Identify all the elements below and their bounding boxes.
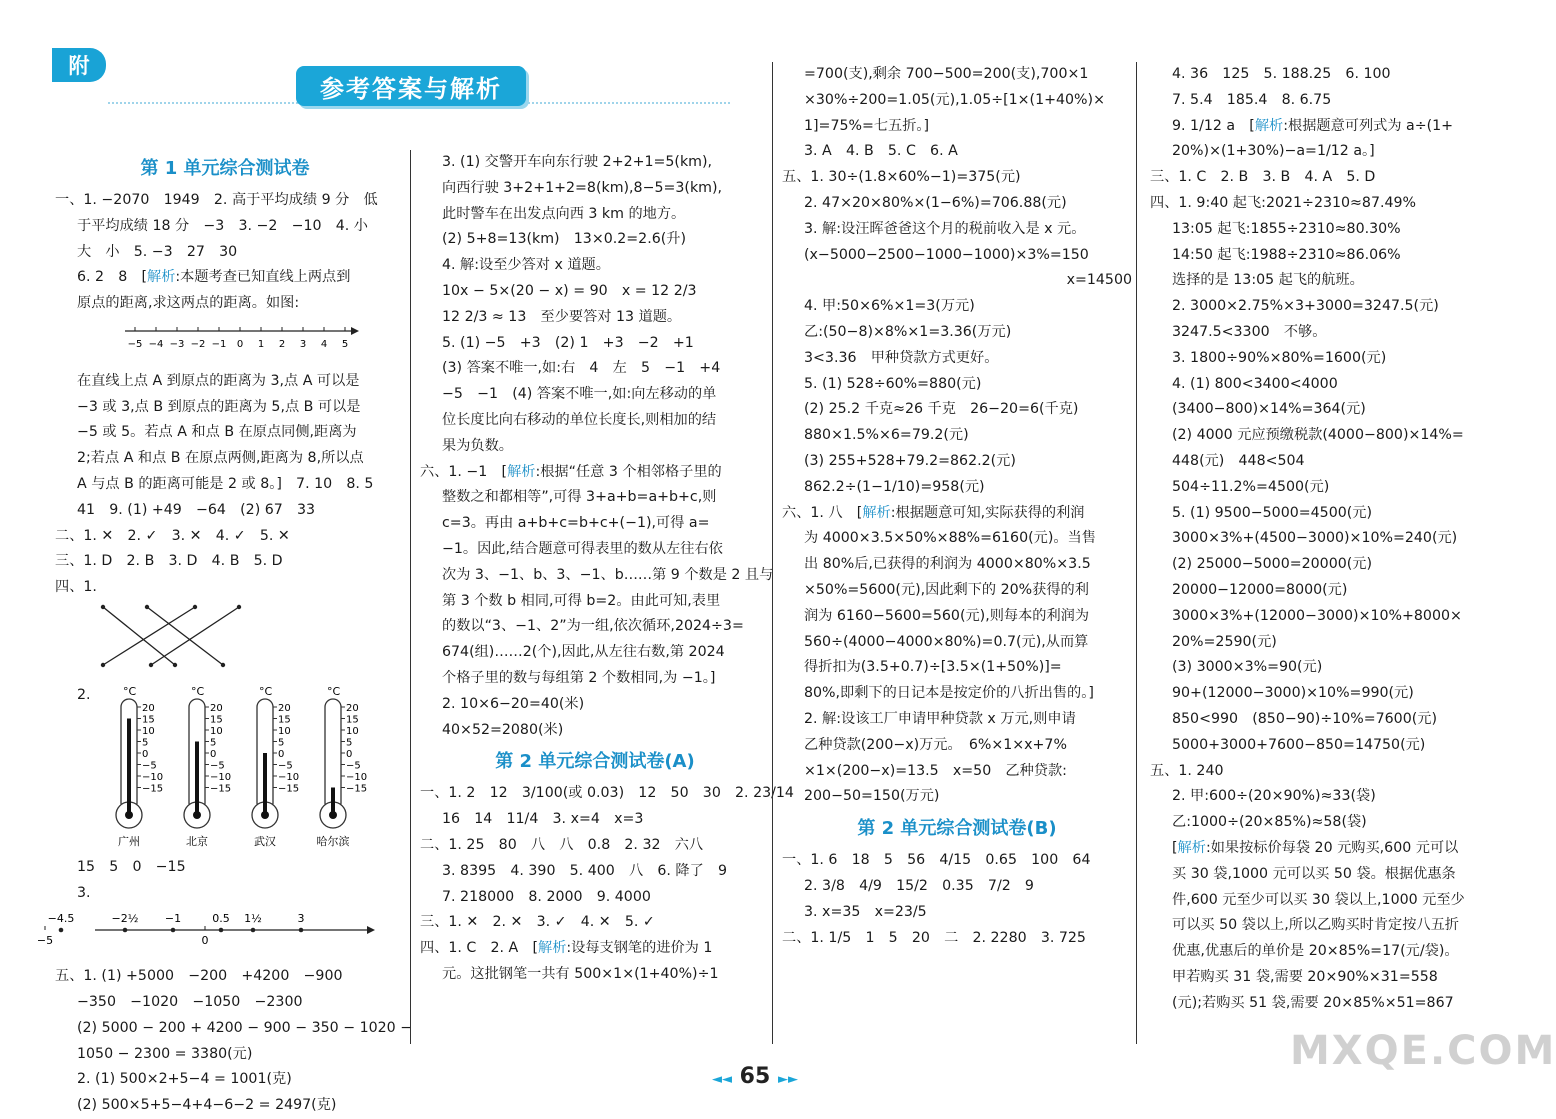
answer-line: 一、1. −2070 1949 2. 高于平均成绩 9 分 低 [55,192,378,208]
answer-line: x=14500 [1066,272,1132,289]
answer-line: 5. (1) 528÷60%=880(元) [804,375,982,392]
answer-line: 7. 218000 8. 2000 9. 4000 [442,888,651,905]
number-line-label: −3 [169,338,185,350]
answer-line: 6. 2 8 [解析:本题考查已知直线上两点到 [77,269,351,286]
answer-line: [解析:如果按标价每袋 20 元购买,600 元可以 [1172,839,1459,856]
answer-line: 560÷(4000−4000×80%)=0.7(元),从而算 [804,633,1089,650]
thermometer [116,685,163,848]
matching-lines [55,605,355,669]
thermometer [184,685,231,848]
thermo-tick-label: 15 [142,714,155,726]
thermo-tick-label: −15 [346,783,368,795]
answer-line: 3. 1800÷90%×80%=1600(元) [1172,349,1387,366]
thermo-tick-label: −10 [142,771,164,783]
answer-line: 为 4000×3.5×50%×88%=6160(元)。当售 [804,530,1096,547]
answer-line: 甲若购买 31 袋,需要 20×90%×31=558 [1172,968,1438,985]
thermo-tick-label: −15 [142,783,164,795]
number-line-label: −4.5 [47,912,75,926]
answer-line: =700(支),剩余 700−500=200(支),700×1 [804,66,1089,82]
thermo-tick-label: 5 [278,737,285,749]
page-title: 参考答案与解析 [296,66,526,106]
thermo-tick-label: 10 [278,725,291,737]
answer-line: 原点的距离,求这两点的距离。如图: [77,295,300,312]
answer-line: 4. (1) 800<3400<4000 [1172,375,1338,392]
number-line-label: 1 [257,338,265,350]
answer-line: (3) 3000×3%=90(元) [1172,659,1323,676]
answer-line: 优惠,优惠后的单价是 20×85%=17(元/袋)。 [1172,943,1459,960]
section-title-unit2a: 第 2 单元综合测试卷(A) [495,751,695,773]
answer-line: 5. (1) 9500−5000=4500(元) [1172,504,1373,521]
thermo-tick-label: 5 [210,737,217,749]
answer-line: 2;若点 A 和点 B 在原点两侧,距离为 8,所以点 [77,450,364,467]
number-line-label: 1½ [244,912,262,926]
thermo-tick-label: 10 [210,725,223,737]
thermometer [317,685,368,848]
number-line-2 [36,910,385,950]
answer-line: 三、1. D 2. B 3. D 4. B 5. D [55,553,283,570]
thermo-unit: °C [327,684,341,698]
answer-line: 选择的是 13:05 起飞的航班。 [1172,272,1364,289]
thermometer-figure [55,683,395,851]
column-2 [420,150,794,988]
answer-line: 12 2/3 ≈ 13 至少要答对 13 道题。 [442,308,682,325]
answer-line: (x−5000−2500−1000−1000)×3%=150 [804,246,1089,263]
number-line-label: 4 [320,338,328,350]
answer-line: 20%=2590(元) [1172,633,1277,650]
answer-line: 1050 − 2300 = 3380(元) [77,1045,253,1062]
answer-line: 80%,即剩下的日记本是按定价的八折出售的。] [804,685,1094,702]
answer-line: 四、1. 9:40 起飞:2021÷2310≈87.49% [1150,194,1417,211]
column-divider [772,62,773,1044]
answer-line: 2. 甲:600÷(20×90%)≈33(袋) [1172,788,1376,805]
answer-line: 件,600 元至少可以买 30 袋以上,1000 元至少 [1172,891,1465,908]
answer-line: c=3。再由 a+b+c=b+c+(−1),可得 a= [442,515,710,532]
answer-line: 得折扣为(3.5+0.7)÷[3.5×(1+50%)]= [804,659,1062,676]
answer-line: 880×1.5%×6=79.2(元) [804,427,969,444]
answer-line: −1。因此,结合题意可得表里的数从左往右依 [442,540,723,557]
answer-line: 3. 8395 4. 390 5. 400 八 6. 降了 9 [442,862,727,879]
answer-line: 504÷11.2%=4500(元) [1172,478,1330,495]
answer-line: 二、1. 1/5 1 5 20 二 2. 2280 3. 725 [782,929,1086,946]
number-line-label: 0.5 [212,912,230,926]
answer-line: 90+(12000−3000)×10%=990(元) [1172,685,1414,702]
answer-line: 3<3.36 甲种贷款方式更好。 [804,349,999,366]
answer-line: 7. 5.4 185.4 8. 6.75 [1172,91,1332,108]
section-title-unit1: 第 1 单元综合测试卷 [140,158,310,179]
answer-line: 四、1. C 2. A [解析:设每支钢笔的进价为 1 [420,940,713,957]
column-divider [1136,62,1137,1044]
question-label: 2. [77,686,91,703]
thermo-tick-label: 5 [346,737,353,749]
thermo-tick-label: −5 [278,760,293,772]
thermo-tick-label: −5 [142,760,157,772]
answer-line: 200−50=150(万元) [804,788,940,805]
answer-line: 三、1. C 2. B 3. B 4. A 5. D [1150,169,1376,186]
thermo-tick-label: 10 [142,725,155,737]
column-4 [1150,62,1495,1016]
answer-line: 20%)×(1+30%)−a=1/12 a。] [1172,143,1375,160]
thermo-mercury [195,741,199,815]
answer-line: 4. 36 125 5. 188.25 6. 100 [1172,66,1391,82]
answer-line: 乙:1000÷(20×85%)≈58(袋) [1172,814,1367,831]
number-line-label: 3 [299,338,307,350]
answer-line: 乙:(50−8)×8%×1=3.36(万元) [804,323,1012,340]
thermo-tick-label: 0 [142,748,149,760]
page-footer [712,1064,798,1089]
answer-line: 2. 解:设该工厂申请甲种贷款 x 万元,则申请 [804,710,1076,727]
answer-line: 4. 甲:50×6%×1=3(万元) [804,298,975,315]
answer-line: 16 14 11/4 3. x=4 x=3 [442,811,644,828]
section-title-unit2b: 第 2 单元综合测试卷(B) [857,818,1057,840]
answer-line: 674(组)……2(个),因此,从左往右数,第 2024 [442,644,725,661]
number-line-label: −5 [36,934,54,948]
answer-line: 10x − 5×(20 − x) = 90 x = 12 2/3 [442,282,697,299]
answer-line: 五、1. 30÷(1.8×60%−1)=375(元) [782,169,1021,186]
thermo-tick-label: −15 [210,783,232,795]
answer-line: 个格子里的数与每组第 2 个数相同,为 −1。] [442,669,716,686]
answer-line: 5000+3000+7600−850=14750(元) [1172,736,1426,753]
answer-line: 第 3 个数 b 相同,可得 b=2。由此可知,表里 [442,592,721,609]
answer-line: 2. 47×20×80%×(1−6%)=706.88(元) [804,194,1067,211]
thermo-mercury [263,753,267,815]
thermo-tick-label: −10 [210,771,232,783]
number-line-figure-1 [55,321,395,365]
number-line-point [59,928,64,933]
answer-line: 五、1. (1) +5000 −200 +4200 −900 [55,968,343,985]
thermo-tick-label: −5 [346,760,361,772]
number-line-label: −5 [127,338,143,350]
answer-line: (2) 5000 − 200 + 4200 − 900 − 350 − 1020 − [77,1019,413,1036]
thermo-unit: °C [259,684,273,698]
answer-line: 13:05 起飞:1855÷2310≈80.30% [1172,220,1401,237]
answer-line: 大 小 5. −3 27 30 [77,243,238,260]
number-line-label: −2 [190,338,206,350]
column-divider [410,150,411,1044]
answer-line: 3. (1) 交警开车向东行驶 2+2+1=5(km), [442,154,713,170]
temperature-answers: 15 5 0 −15 [77,858,186,875]
answer-line: 20000−12000=8000(元) [1172,581,1348,598]
answer-line: 的数以“3、−1、2”为一组,依次循环,2024÷3= [442,618,744,635]
thermo-tick-label: 0 [210,748,217,760]
number-line-point [251,928,256,933]
answer-line: 41 9. (1) +49 −64 (2) 67 33 [77,501,316,518]
answer-line: (3) 255+528+79.2=862.2(元) [804,452,1016,469]
thermo-tick-label: 20 [142,702,155,714]
column-3 [782,62,1132,951]
number-line-label: −4 [148,338,164,350]
answer-line: 二、1. 25 80 八 八 0.8 2. 32 六八 [420,836,704,853]
answer-line: 14:50 起飞:1988÷2310≈86.06% [1172,246,1401,263]
number-line-label: 5 [341,338,349,350]
number-line-figure-2 [36,910,395,960]
thermo-mercury [127,718,131,815]
appendix-tab: 附 [52,48,106,82]
thermo-tick-label: −10 [346,771,368,783]
thermo-tick-label: 0 [278,748,285,760]
answer-line: 448(元) 448<504 [1172,452,1305,469]
answer-line: 五、1. 240 [1150,762,1224,779]
number-line-point [299,928,304,933]
answer-line: (2) 500×5+5−4+4−6−2 = 2497(克) [77,1097,337,1114]
answer-line: 一、1. 6 18 5 56 4/15 0.65 100 64 [782,852,1091,869]
thermo-tick-label: 0 [346,748,353,760]
thermo-tick-label: 20 [346,702,359,714]
answer-line: 2. 3/8 4/9 15/2 0.35 7/2 9 [804,877,1034,894]
answer-line: 六、1. −1 [解析:根据“任意 3 个相邻格子里的 [420,463,722,480]
matching-figure [55,605,395,679]
thermo-tick-label: 10 [346,725,359,737]
answer-line: −3 或 3,点 B 到原点的距离为 5,点 B 可以是 [77,398,361,415]
thermo-tick-label: −5 [210,760,225,772]
number-line-label: −1 [211,338,227,350]
answer-line: 3000×3%+(12000−3000)×10%+8000× [1172,607,1462,624]
page-number: 65 [739,1064,771,1089]
answer-line: 2. 3000×2.75%×3+3000=3247.5(元) [1172,298,1439,315]
answer-line: 4. 解:设至少答对 x 道题。 [442,257,610,274]
answer-line: 次为 3、−1、b、3、−1、b……第 9 个数是 2 且与 [442,566,774,583]
answer-line: (2) 4000 元应预缴税款(4000−800)×14%= [1172,427,1464,444]
number-line-point [219,928,224,933]
city-label: 广州 [118,834,140,848]
answer-line: 可以买 50 袋以上,所以乙购买时肯定按八五折 [1172,917,1459,934]
column-1 [36,150,413,1119]
next-arrows-icon: ►► [777,1072,798,1087]
answer-line: 整数之和都相等”,可得 3+a+b=a+b+c,则 [442,489,717,506]
answer-line: 二、1. ✕ 2. ✓ 3. ✕ 4. ✓ 5. ✕ [55,527,290,544]
answer-line: ×30%÷200=1.05(元),1.05÷[1×(1+40%)× [804,91,1105,108]
answer-line: (元);若购买 51 袋,需要 20×85%×51=867 [1172,994,1454,1011]
answer-line: 于平均成绩 18 分 −3 3. −2 −10 4. 小 [77,217,368,234]
answer-line: 1]=75%=七五折。] [804,117,930,134]
answer-line: (3) 答案不唯一,如:右 4 左 5 −1 +4 [442,360,721,377]
number-line-point [123,928,128,933]
answer-line: (2) 25000−5000=20000(元) [1172,556,1373,573]
thermo-tick-label: 20 [278,702,291,714]
answer-line: 此时警车在出发点向西 3 km 的地方。 [442,205,686,222]
number-line-label: 0 [236,338,244,350]
answer-line: 润为 6160−5600=560(元),则每本的利润为 [804,607,1090,624]
answer-line: (2) 25.2 千克≈26 千克 26−20=6(千克) [804,401,1079,418]
answer-line: 三、1. ✕ 2. ✕ 3. ✓ 4. ✕ 5. ✓ [420,914,655,931]
answer-line: −5 −1 (4) 答案不唯一,如:向左移动的单 [442,386,717,403]
answer-line: 3000×3%+(4500−3000)×10%=240(元) [1172,530,1458,547]
answer-line: 2. (1) 500×2+5−4 = 1001(克) [77,1071,292,1088]
answer-line: 果为负数。 [442,437,513,454]
city-label: 哈尔滨 [316,834,350,848]
thermo-tick-label: −15 [278,783,300,795]
answer-line: 六、1. 八 [解析:根据题意可知,实际获得的利润 [782,504,1085,521]
thermo-tick-label: 15 [346,714,359,726]
answer-line: −350 −1020 −1050 −2300 [77,993,303,1010]
answer-line: 一、1. 2 12 3/100(或 0.03) 12 50 30 2. 23/14 [420,785,794,802]
answer-line: 3. A 4. B 5. C 6. A [804,143,958,160]
city-label: 北京 [186,834,208,848]
number-line-label: −1 [164,912,182,926]
number-line-label: 3 [297,912,305,926]
thermo-mercury [331,787,335,815]
answer-line: 位长度比向右移动的单位长度长,则相加的结 [442,411,717,428]
answer-line: 862.2÷(1−1/10)=958(元) [804,478,985,495]
answer-line: 出 80%后,已获得的利润为 4000×80%×3.5 [804,556,1091,573]
thermo-tick-label: 15 [278,714,291,726]
answer-line: 乙种贷款(200−x)万元。 6%×1×x+7% [804,736,1067,753]
answer-line: 850<990 (850−90)÷10%=7600(元) [1172,710,1437,727]
answer-line: 在直线上点 A 到原点的距离为 3,点 A 可以是 [77,372,360,389]
answer-line: 3. 解:设汪晖爸爸这个月的税前收入是 x 元。 [804,220,1086,237]
answer-line: 四、1. [55,579,97,596]
answer-line: 2. 10×6−20=40(米) [442,695,585,712]
answer-line: 9. 1/12 a [解析:根据题意可列式为 a÷(1+ [1172,117,1454,134]
number-line-1 [55,321,355,355]
thermo-unit: °C [191,684,205,698]
answer-line: 5. (1) −5 +3 (2) 1 +3 −2 +1 [442,334,694,351]
answer-line: A 与点 B 的距离可能是 2 或 8。] 7. 10 8. 5 [77,475,374,492]
thermo-tick-label: 20 [210,702,223,714]
number-line-label: −2½ [111,912,139,926]
number-line-label: 2 [278,338,286,350]
question-label: 3. [77,884,91,901]
watermark: MXQE.COM [1290,1028,1556,1074]
answer-line: 3. x=35 x=23/5 [804,903,927,920]
number-line-point [171,928,176,933]
answer-line: (2) 5+8=13(km) 13×0.2=2.6(升) [442,231,686,248]
thermo-tick-label: 15 [210,714,223,726]
city-label: 武汉 [254,834,276,848]
answer-line: −5 或 5。若点 A 和点 B 在原点同侧,距离为 [77,424,357,441]
answer-line: 40×52=2080(米) [442,721,564,738]
thermo-tick-label: −10 [278,771,300,783]
answer-line: (3400−800)×14%=364(元) [1172,401,1366,418]
number-line-label: 0 [201,934,209,948]
prev-arrows-icon: ◄◄ [712,1072,732,1087]
thermo-tick-label: 5 [142,737,149,749]
answer-line: 3247.5<3300 不够。 [1172,323,1327,340]
thermometers [95,683,395,851]
answer-line: 元。这批钢笔一共有 500×1×(1+40%)÷1 [442,965,719,982]
answer-line: ×50%=5600(元),因此剩下的 20%获得的利 [804,581,1089,598]
thermometer [252,685,299,848]
thermo-unit: °C [123,684,137,698]
answer-line: 买 30 袋,1000 元可以买 50 袋。根据优惠条 [1172,865,1456,882]
answer-line: ×1×(200−x)=13.5 x=50 乙种贷款: [804,762,1067,779]
answer-line: 向西行驶 3+2+1+2=8(km),8−5=3(km), [442,179,723,196]
